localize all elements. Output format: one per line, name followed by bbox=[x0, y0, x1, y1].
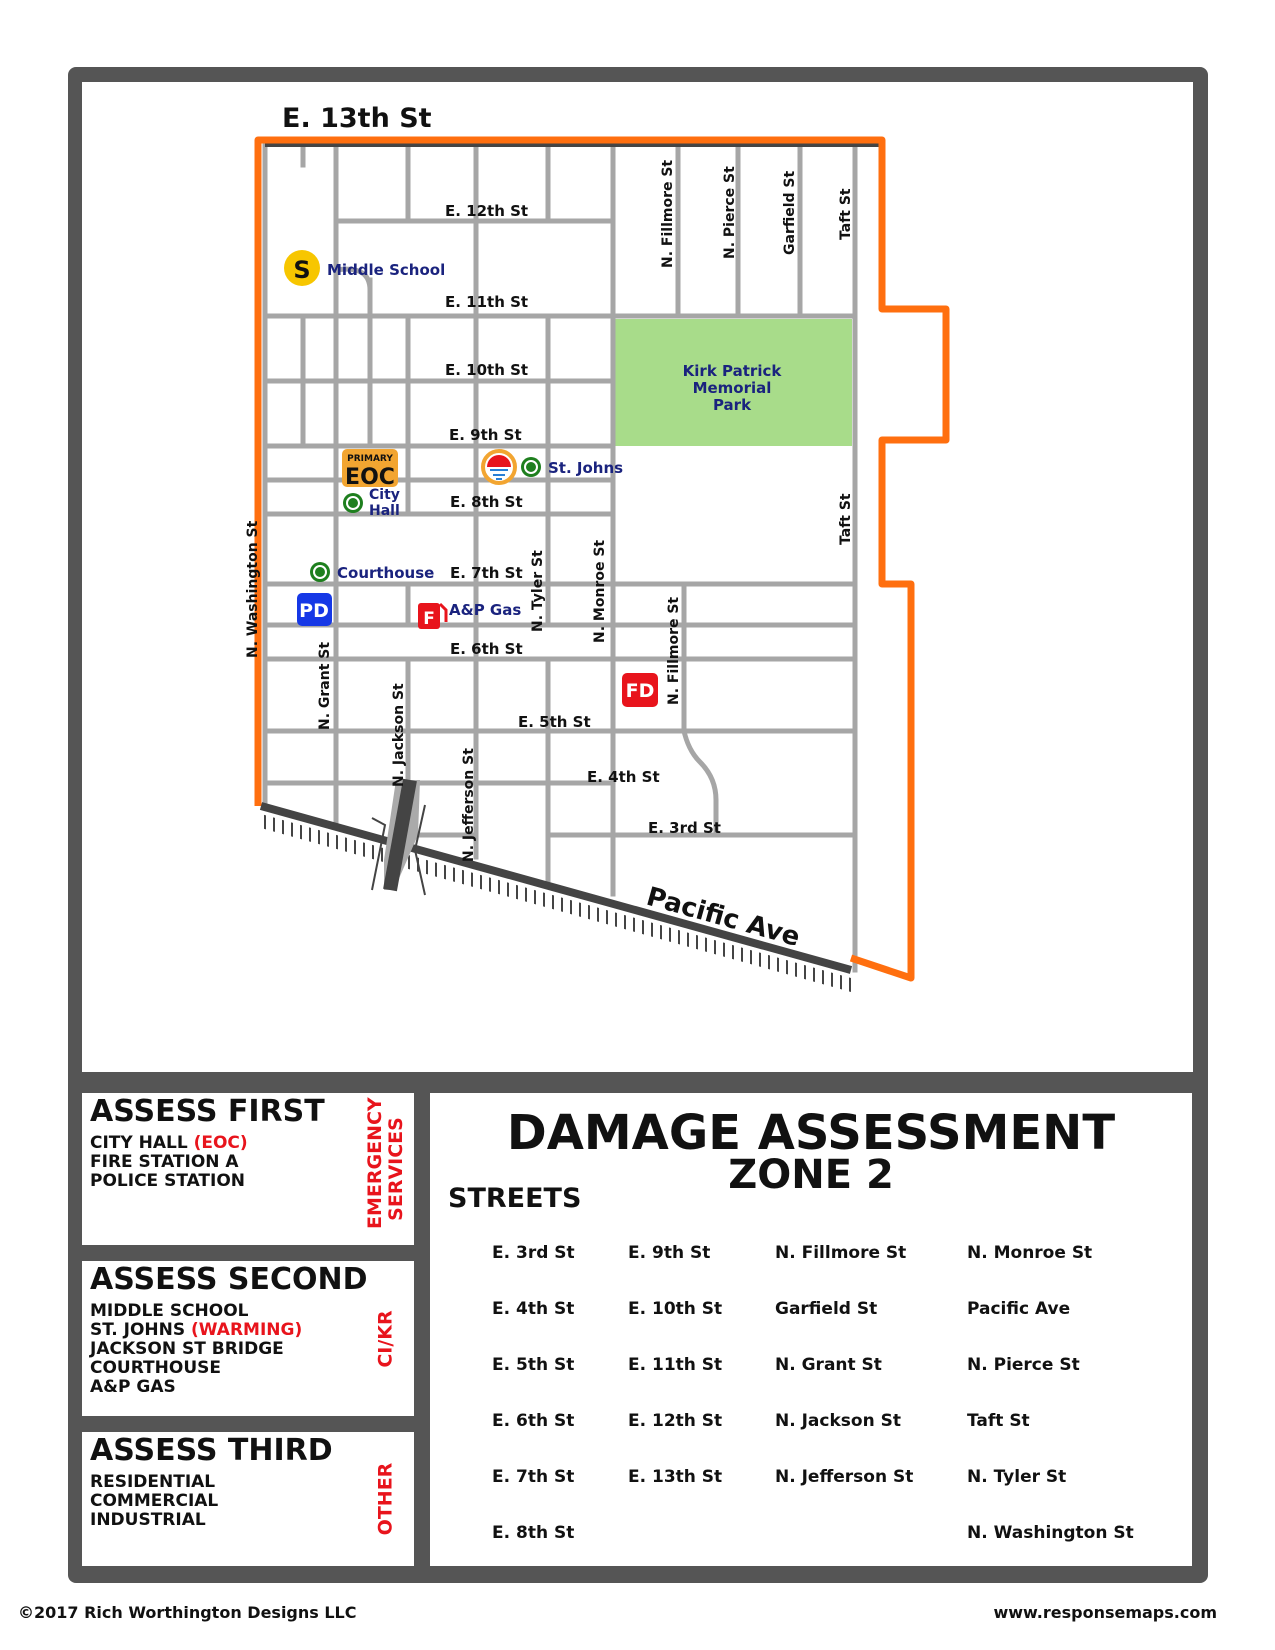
assess-second-item: JACKSON ST BRIDGE bbox=[90, 1339, 284, 1359]
zone-map[interactable] bbox=[82, 82, 1193, 1072]
courthouse-marker[interactable] bbox=[310, 562, 434, 582]
street-list-item: E. 9th St bbox=[628, 1243, 711, 1263]
street-list-item: N. Washington St bbox=[967, 1523, 1134, 1543]
label-e6: E. 6th St bbox=[450, 640, 523, 658]
assess-second-item: MIDDLE SCHOOL bbox=[90, 1301, 249, 1321]
city-hall-label-1: City bbox=[369, 487, 400, 503]
street-list-item: E. 11th St bbox=[628, 1355, 723, 1375]
city-hall-label-2: Hall bbox=[369, 503, 400, 519]
label-e5: E. 5th St bbox=[518, 713, 591, 731]
eoc-label: EOC bbox=[345, 465, 395, 490]
st-johns-label: St. Johns bbox=[548, 459, 624, 477]
label-fillmore-south: N. Fillmore St bbox=[666, 596, 682, 705]
park-label-1: Kirk Patrick bbox=[682, 362, 782, 380]
eoc-marker[interactable] bbox=[342, 449, 398, 490]
street-column-3 bbox=[775, 1243, 913, 1523]
street-list-item: N. Grant St bbox=[775, 1355, 882, 1375]
street-column-4 bbox=[967, 1243, 1134, 1579]
assess-second-panel bbox=[82, 1261, 414, 1416]
label-taft-south: Taft St bbox=[838, 493, 854, 545]
label-e12: E. 12th St bbox=[445, 202, 529, 220]
assess-second-list bbox=[90, 1302, 302, 1397]
fd-label: FD bbox=[625, 680, 655, 702]
gas-label: A&P Gas bbox=[449, 601, 522, 619]
label-monroe: N. Monroe St bbox=[592, 539, 608, 643]
assess-second-title: ASSESS SECOND bbox=[90, 1262, 368, 1297]
label-e4: E. 4th St bbox=[587, 768, 660, 786]
street-list-item: E. 4th St bbox=[492, 1299, 575, 1319]
assess-third-item: INDUSTRIAL bbox=[90, 1510, 206, 1530]
label-e7: E. 7th St bbox=[450, 564, 523, 582]
park-label-3: Park bbox=[712, 396, 752, 414]
street-column-1 bbox=[492, 1243, 575, 1579]
street-list-item: Garfield St bbox=[775, 1299, 878, 1319]
street-list-item: E. 3rd St bbox=[492, 1243, 575, 1263]
zone-title: ZONE 2 bbox=[728, 1152, 894, 1198]
label-pierce: N. Pierce St bbox=[722, 166, 738, 259]
streets-panel bbox=[430, 1093, 1192, 1566]
label-taft-north: Taft St bbox=[838, 188, 854, 240]
label-grant: N. Grant St bbox=[317, 641, 333, 730]
website-link[interactable]: www.responsemaps.com bbox=[993, 1603, 1217, 1622]
eoc-primary-label: PRIMARY bbox=[347, 454, 393, 464]
street-list-item: N. Pierce St bbox=[967, 1355, 1080, 1375]
assess-third-panel bbox=[82, 1432, 414, 1566]
courthouse-label: Courthouse bbox=[337, 564, 435, 582]
emergency-services-label: EMERGENCY SERVICES bbox=[364, 1097, 407, 1229]
label-e13: E. 13th St bbox=[282, 103, 432, 134]
assess-second-item: A&P GAS bbox=[90, 1377, 176, 1397]
other-label: OTHER bbox=[374, 1462, 397, 1536]
street-list-item: E. 5th St bbox=[492, 1355, 575, 1375]
cikr-label: CI/KR bbox=[374, 1309, 397, 1368]
pd-label: PD bbox=[299, 600, 329, 622]
fire-station-marker[interactable] bbox=[622, 673, 658, 707]
assess-first-panel bbox=[82, 1093, 414, 1245]
police-station-marker[interactable] bbox=[297, 593, 332, 626]
street-list-item: N. Jefferson St bbox=[775, 1467, 914, 1487]
label-garfield: Garfield St bbox=[782, 170, 798, 255]
street-list-item: E. 6th St bbox=[492, 1411, 575, 1431]
assess-third-title: ASSESS THIRD bbox=[90, 1433, 333, 1468]
streets-heading: STREETS bbox=[448, 1183, 582, 1214]
school-label: Middle School bbox=[327, 261, 446, 279]
label-tyler: N. Tyler St bbox=[530, 550, 546, 632]
assess-first-item: CITY HALL (EOC) bbox=[90, 1133, 248, 1153]
street-list-item: E. 8th St bbox=[492, 1523, 575, 1543]
assess-third-item: COMMERCIAL bbox=[90, 1491, 219, 1511]
map-panel[interactable] bbox=[82, 82, 1193, 1072]
gas-badge: F bbox=[423, 609, 435, 629]
label-washington: N. Washington St bbox=[245, 520, 261, 658]
street-column-2 bbox=[628, 1243, 722, 1523]
assess-third-item: RESIDENTIAL bbox=[90, 1472, 216, 1492]
label-fillmore-north: N. Fillmore St bbox=[660, 159, 676, 268]
street-list-item: Pacific Ave bbox=[967, 1299, 1071, 1319]
label-jackson: N. Jackson St bbox=[391, 683, 407, 787]
label-pacific: Pacific Ave bbox=[643, 881, 804, 953]
street-list-item: E. 12th St bbox=[628, 1411, 723, 1431]
label-e8: E. 8th St bbox=[450, 493, 523, 511]
assess-third-list bbox=[90, 1473, 218, 1530]
gas-pump-icon bbox=[440, 604, 446, 622]
street-list-item: E. 7th St bbox=[492, 1467, 575, 1487]
assess-first-item: FIRE STATION A bbox=[90, 1152, 239, 1172]
street-list-item: N. Tyler St bbox=[967, 1467, 1067, 1487]
street-list-item: Taft St bbox=[967, 1411, 1030, 1431]
school-icon: S bbox=[293, 256, 311, 284]
copyright: ©2017 Rich Worthington Designs LLC bbox=[18, 1603, 357, 1622]
assess-first-list bbox=[90, 1134, 248, 1191]
street-list-item: E. 10th St bbox=[628, 1299, 723, 1319]
label-e9: E. 9th St bbox=[449, 426, 522, 444]
assess-second-item: COURTHOUSE bbox=[90, 1358, 221, 1378]
assess-second-item: ST. JOHNS (WARMING) bbox=[90, 1320, 303, 1340]
street-list-item: N. Fillmore St bbox=[775, 1243, 907, 1263]
assess-first-title: ASSESS FIRST bbox=[90, 1094, 325, 1129]
page-title: DAMAGE ASSESSMENT bbox=[506, 1105, 1116, 1161]
label-jefferson: N. Jefferson St bbox=[461, 748, 477, 862]
school-marker[interactable] bbox=[284, 250, 445, 286]
street-list-item: E. 13th St bbox=[628, 1467, 723, 1487]
label-e11: E. 11th St bbox=[445, 293, 529, 311]
assess-first-item: POLICE STATION bbox=[90, 1171, 246, 1191]
park-label-2: Memorial bbox=[692, 379, 772, 397]
label-e10: E. 10th St bbox=[445, 361, 529, 379]
label-e3: E. 3rd St bbox=[648, 819, 721, 837]
street-list-item: N. Monroe St bbox=[967, 1243, 1093, 1263]
street-list-item: N. Jackson St bbox=[775, 1411, 901, 1431]
